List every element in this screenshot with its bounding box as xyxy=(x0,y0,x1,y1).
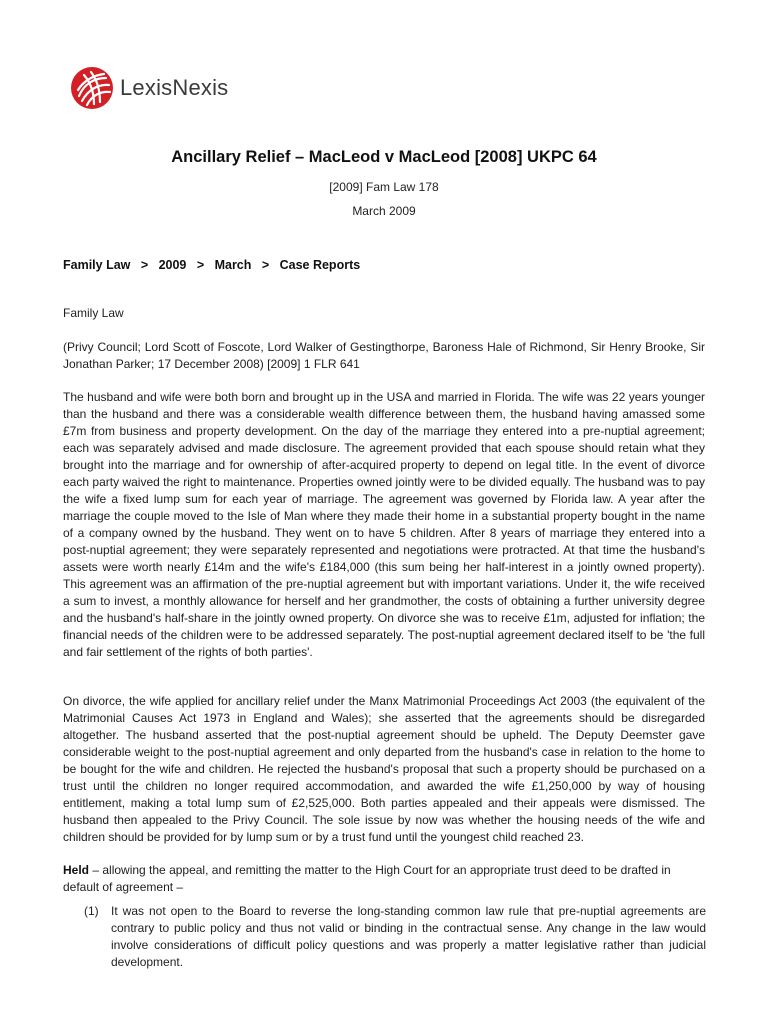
breadcrumb-separator: > xyxy=(196,258,205,272)
breadcrumb-item-case-reports[interactable]: Case Reports xyxy=(279,258,361,272)
subject-line: Family Law xyxy=(63,306,124,320)
list-item xyxy=(84,903,706,971)
publication-date: March 2009 xyxy=(352,204,416,218)
court-line: (Privy Council; Lord Scott of Foscote, Lord Walker of Gestingthorpe, Baroness Hale of Richmond, Sir Henry Brooke, Sir Jonathan Parker; 17 December 2008) [2009] 1 FLR 641 xyxy=(63,340,705,371)
facts-paragraph: The husband and wife were both born and brought up in the USA and married in Florida. The wife was 22 years younger than the husband and there was a considerable wealth difference between them, the husband having amassed some £7m from business and property development. On the day of the marriage they entered into a pre-nuptial agreement; each was separately advised and made disclosure. The agreement provided that each spouse should retain what they brought into the marriage and for ownership of after-acquired property to depend on legal title. In the event of divorce each party waived the right to maintenance. Properties owned jointly were to be divided equally. The husband was to pay the wife a fixed lump sum for each year of marriage. The agreement was governed by Florida law. A year after the marriage the couple moved to the Isle of Man where they made their home in a substantial property bought in the name of a company owned by the husband. They went on to have 5 children. After 8 years of marriage they entered into a post-nuptial agreement; they were separately represented and negotiations were protracted. At that time the husband's assets were worth nearly £14m and the wife's £184,000 (this sum being her half-interest in a jointly owned property). This agreement was an affirmation of the pre-nuptial agreement but with important variations. Under it, the wife received a sum to invest, a monthly allowance for herself and her grandmother, the costs of obtaining a further university degree and the husband's half-share in the jointly owned property. On divorce she was to receive £1m, adjusted for inflation; the financial needs of the children were to be addressed separately. The post-nuptial agreement declared itself to be 'the full and fair settlement of the rights of both parties'. xyxy=(63,390,705,659)
breadcrumb-item-month[interactable]: March xyxy=(214,258,252,272)
document-title: Ancillary Relief – MacLeod v MacLeod [2008] UKPC 64 xyxy=(171,148,597,166)
held-label: Held xyxy=(63,863,90,877)
held-paragraph xyxy=(63,862,705,896)
breadcrumb xyxy=(63,258,360,272)
proceedings-paragraph: On divorce, the wife applied for ancillary relief under the Manx Matrimonial Proceedings Act 2003 (the equivalent of the Matrimonial Causes Act 1973 in England and Wales); she asserted that the agreements should be disregarded altogether. The husband asserted that the post-nuptial agreement should be upheld. The Deputy Deemster gave considerable weight to the post-nuptial agreement and only departed from the husband's case in relation to the home to be bought for the wife and children. He rejected the husband's proposal that such a property should be purchased on a trust until the children no longer required accommodation, and awarded the wife £1,250,000 by way of housing entitlement, making a total lump sum of £2,525,000. Both parties appealed and their appeals were dismissed. The husband then appealed to the Privy Council. The sole issue by now was whether the housing needs of the wife and children should be provided for by lump sum or by a trust fund until the youngest child reached 23. xyxy=(63,694,705,844)
held-text: – allowing the appeal, and remitting the matter to the High Court for an appropriate trust deed to be drafted in default of agreement – xyxy=(63,863,671,894)
breadcrumb-separator: > xyxy=(261,258,270,272)
breadcrumb-item-family-law[interactable]: Family Law xyxy=(63,258,131,272)
breadcrumb-separator: > xyxy=(140,258,149,272)
logo-brand-name: LexisNexis xyxy=(120,75,229,100)
lexisnexis-knot-icon xyxy=(70,66,114,110)
lexisnexis-logo xyxy=(70,66,228,110)
list-item-text: It was not open to the Board to reverse the long-standing common law rule that pre-nuptial agreements are contrary to public policy and thus not valid or binding in the contractual sense. Any change in the law would involve considerations of difficult policy questions and was properly a matter legislative rather than judicial development. xyxy=(111,904,706,969)
breadcrumb-item-year[interactable]: 2009 xyxy=(158,258,187,272)
list-item-number: (1) xyxy=(84,904,99,918)
citation: [2009] Fam Law 178 xyxy=(329,180,439,194)
